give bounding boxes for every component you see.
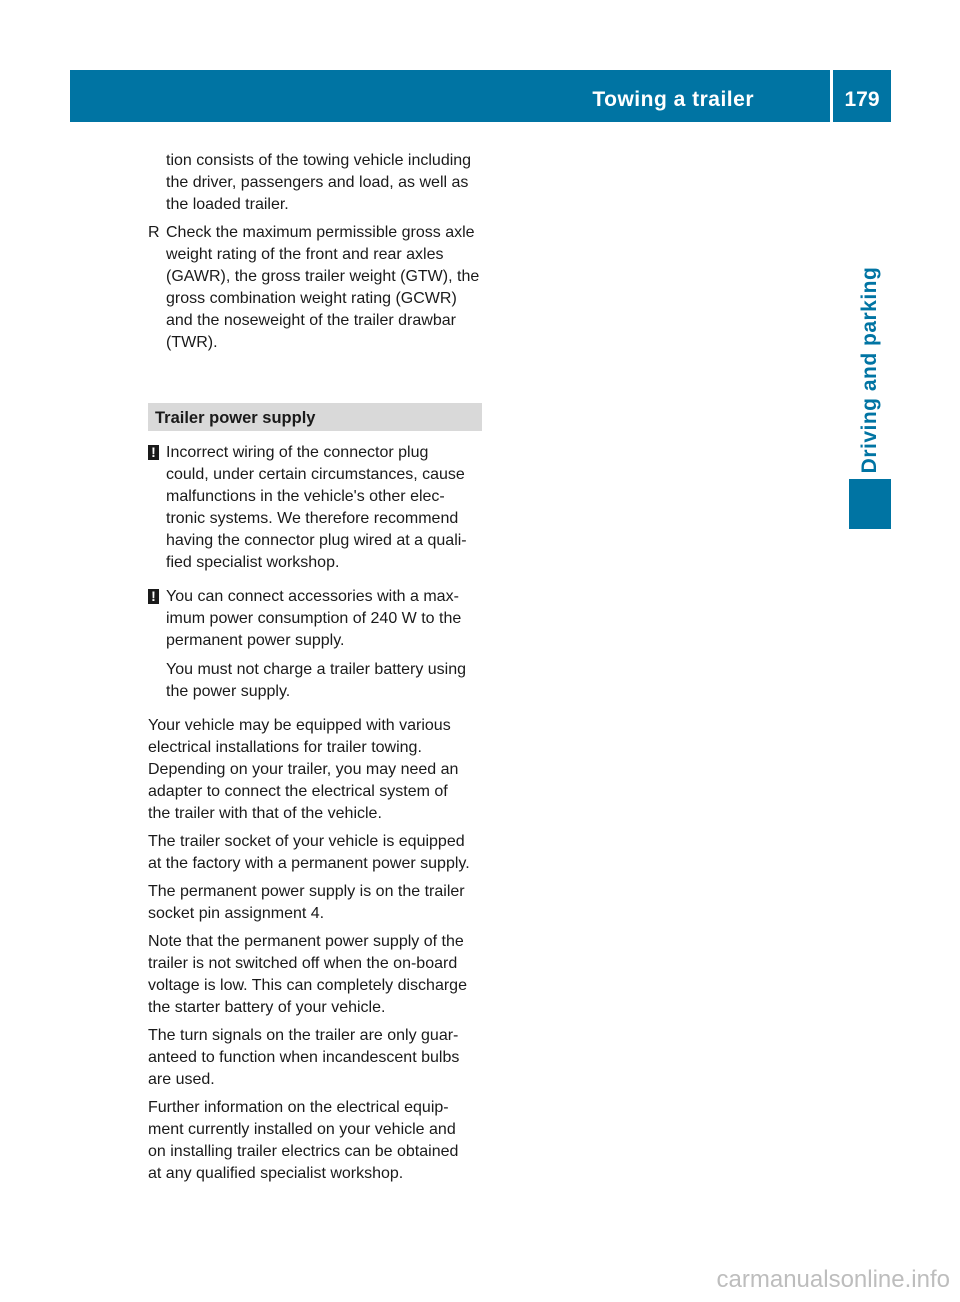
paragraph bbox=[148, 831, 482, 875]
paragraph bbox=[148, 715, 482, 825]
paragraph bbox=[148, 1025, 482, 1091]
intro-continuation bbox=[148, 150, 482, 216]
watermark: carmanualsonline.info bbox=[716, 1266, 950, 1293]
side-tab-block bbox=[849, 479, 891, 529]
text-line: Note that the permanent power supply of the bbox=[148, 933, 464, 950]
text-line: and the noseweight of the trailer drawbar bbox=[166, 312, 456, 329]
warning-icon: ! bbox=[148, 445, 159, 460]
bullet-item bbox=[148, 222, 482, 354]
text-line: adapter to connect the electrical system of bbox=[148, 783, 448, 800]
warning-note bbox=[148, 442, 482, 574]
text-line: (TWR). bbox=[166, 334, 218, 351]
text-line: (GAWR), the gross trailer weight (GTW), the bbox=[166, 268, 480, 285]
text-line: The trailer socket of your vehicle is equipped bbox=[148, 833, 465, 850]
text-line: permanent power supply. bbox=[166, 632, 345, 649]
text-line: malfunctions in the vehicle's other elec- bbox=[166, 488, 445, 505]
text-line: are used. bbox=[148, 1071, 215, 1088]
paragraph bbox=[148, 881, 482, 925]
text-line: could, under certain circumstances, cause bbox=[166, 466, 465, 483]
text-line: the driver, passengers and load, as well as bbox=[166, 174, 469, 191]
text-line: tronic systems. We therefore recommend bbox=[166, 510, 459, 527]
text-line: at any qualified specialist workshop. bbox=[148, 1165, 404, 1182]
text-line: gross combination weight rating (GCWR) bbox=[166, 290, 457, 307]
text-line: anteed to function when incandescent bulbs bbox=[148, 1049, 460, 1066]
text-line: The turn signals on the trailer are only guar- bbox=[148, 1027, 459, 1044]
text-line: Check the maximum permissible gross axle bbox=[166, 224, 475, 241]
text-line: the trailer with that of the vehicle. bbox=[148, 805, 382, 822]
text-line: electrical installations for trailer towing. bbox=[148, 739, 422, 756]
text-line: You must not charge a trailer battery using bbox=[166, 661, 467, 678]
warning-icon: ! bbox=[148, 589, 159, 604]
text-line: imum power consumption of 240 W to the bbox=[166, 610, 462, 627]
warning-note bbox=[148, 586, 482, 703]
text-line: tion consists of the towing vehicle including bbox=[166, 152, 472, 169]
text-line: trailer is not switched off when the on-board bbox=[148, 955, 458, 972]
text-line: Further information on the electrical equip- bbox=[148, 1099, 449, 1116]
text-line: The permanent power supply is on the trailer bbox=[148, 883, 465, 900]
text-line: on installing trailer electrics can be obtained bbox=[148, 1143, 459, 1160]
side-tab-label: Driving and parking bbox=[858, 266, 881, 474]
text-line: Incorrect wiring of the connector plug bbox=[166, 444, 429, 461]
text-line: the starter battery of your vehicle. bbox=[148, 999, 386, 1016]
paragraph bbox=[148, 931, 482, 1019]
header-bar bbox=[70, 70, 891, 122]
header-title: Towing a trailer bbox=[592, 88, 754, 111]
text-line: the power supply. bbox=[166, 683, 291, 700]
section-heading: Trailer power supply bbox=[148, 403, 482, 431]
text-line: the loaded trailer. bbox=[166, 196, 289, 213]
bullet-mark: R bbox=[148, 224, 160, 241]
text-line: socket pin assignment 4. bbox=[148, 905, 325, 922]
text-line: having the connector plug wired at a quali- bbox=[166, 532, 467, 549]
text-line: You can connect accessories with a max- bbox=[166, 588, 459, 605]
text-line: voltage is low. This can completely discharge bbox=[148, 977, 467, 994]
text-line: Your vehicle may be equipped with various bbox=[148, 717, 451, 734]
paragraph bbox=[148, 1097, 482, 1185]
text-column bbox=[148, 150, 482, 1188]
text-line: ment currently installed on your vehicle and bbox=[148, 1121, 456, 1138]
text-line: fied specialist workshop. bbox=[166, 554, 340, 571]
text-line: at the factory with a permanent power supply. bbox=[148, 855, 470, 872]
warning-sub-paragraph bbox=[166, 659, 482, 703]
text-line: weight rating of the front and rear axles bbox=[166, 246, 444, 263]
text-line: Depending on your trailer, you may need an bbox=[148, 761, 459, 778]
page-number: 179 bbox=[844, 88, 880, 111]
